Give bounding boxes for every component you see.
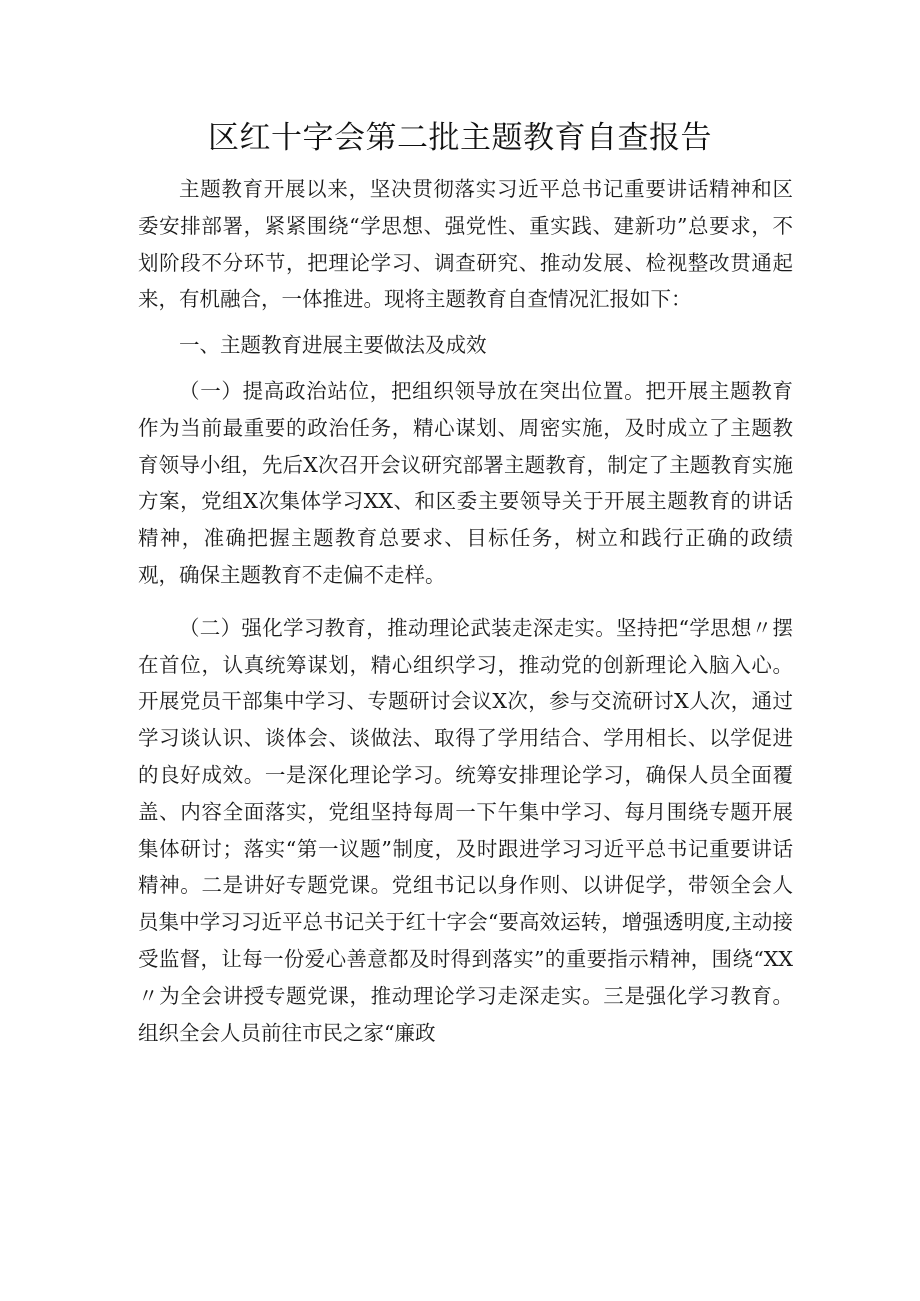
document-body	[138, 171, 793, 1051]
document-title: 区红十字会第二批主题教育自查报告	[208, 120, 712, 156]
section-heading: 一、主题教育进展主要做法及成效	[179, 333, 487, 358]
paragraph-organization: （一）提高政治站位，把组织领导放在突出位置。把开展主题教育作为当前最重要的政治任务，精心谋划、周密实施，及时成立了主题教育领导小组，先后X次召开会议研究部署主题教育，制定了主题教育实施方案，党组X次集体学习XX、和区委主要领导关于开展主题教育的讲话精神，准确把握主题教育总要求、目标任务，树立和践行正确的政绩观，确保主题教育不走偏不走样。	[138, 378, 793, 587]
intro-paragraph: 主题教育开展以来，坚决贯彻落实习近平总书记重要讲话精神和区委安排部署，紧紧围绕“学思想、强党性、重实践、建新功”总要求，不划阶段不分环节，把理论学习、调查研究、推动发展、检视整改贯通起来，有机融合，一体推进。现将主题教育自查情况汇报如下：	[138, 177, 793, 312]
paragraph-study-education: （二）强化学习教育，推动理论武装走深走实。坚持把“学思想〃摆在首位，认真统筹谋划，精心组织学习，推动党的创新理论入脑入心。开展党员干部集中学习、专题研讨会议X次，参与交流研讨X人次，通过学习谈认识、谈体会、谈做法、取得了学用结合、学用相长、以学促进的良好成效。一是深化理论学习。统筹安排理论学习，确保人员全面覆盖、内容全面落实，党组坚持每周一下午集中学习、每月围绕专题开展集体研讨；落实“第一议题”制度，及时跟进学习习近平总书记重要讲话精神。二是讲好专题党课。党组书记以身作则、以讲促学，带领全会人员集中学习习近平总书记关于红十字会“要高效运转，增强透明度,主动接受监督，让每一份爱心善意都及时得到落实”的重要指示精神，围绕“XX〃为全会讲授专题党课，推动理论学习走深走实。三是强化学习教育。组织全会人员前往市民之家“廉政	[138, 615, 793, 1045]
